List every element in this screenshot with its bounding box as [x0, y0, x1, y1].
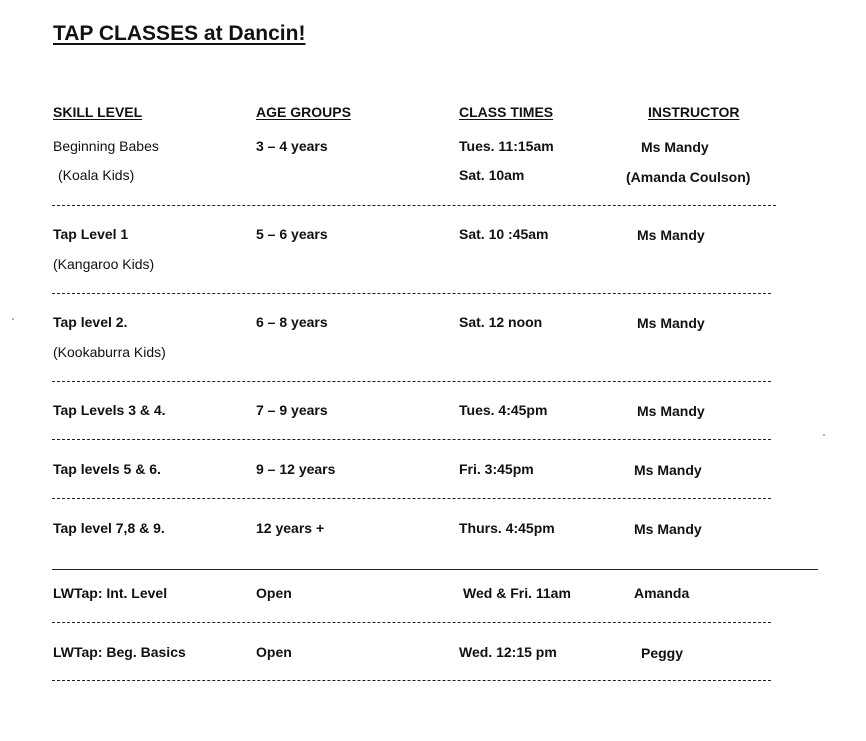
row-divider	[52, 498, 771, 499]
row-time: Sat. 12 noon	[459, 314, 543, 330]
scan-speck	[823, 434, 825, 436]
row-age: 9 – 12 years	[256, 461, 336, 477]
page-title: TAP CLASSES at Dancin!	[53, 22, 306, 45]
row-instructor: Ms Mandy	[634, 462, 702, 478]
row-skill: Tap level 2.	[53, 314, 128, 330]
row-time: Fri. 3:45pm	[459, 461, 534, 477]
row-time: Tues. 11:15am	[459, 138, 554, 154]
row-instructor: Amanda	[634, 585, 690, 601]
row-divider	[52, 293, 771, 294]
header-instructor: INSTRUCTOR	[648, 104, 740, 120]
row-time: Wed. 12:15 pm	[459, 644, 557, 660]
row-divider	[52, 680, 771, 681]
row-divider	[52, 439, 771, 440]
row-age: Open	[256, 644, 292, 660]
row-skill-sub: (Koala Kids)	[58, 167, 135, 183]
row-time: Thurs. 4:45pm	[459, 520, 555, 536]
section-divider	[52, 569, 818, 570]
row-instructor: Ms Mandy	[634, 521, 702, 537]
row-instructor-secondary: (Amanda Coulson)	[626, 169, 751, 185]
row-age: 6 – 8 years	[256, 314, 328, 330]
row-age: Open	[256, 585, 292, 601]
row-time: Sat. 10 :45am	[459, 226, 549, 242]
row-instructor: Ms Mandy	[637, 227, 705, 243]
row-time: Tues. 4:45pm	[459, 402, 548, 418]
row-age: 5 – 6 years	[256, 226, 328, 242]
row-skill: Tap Levels 3 & 4.	[53, 402, 166, 418]
row-age: 3 – 4 years	[256, 138, 328, 154]
row-divider	[52, 381, 771, 382]
scan-speck	[12, 318, 14, 320]
row-skill: LWTap: Int. Level	[53, 585, 168, 601]
row-age: 7 – 9 years	[256, 402, 328, 418]
row-skill-sub: (Kangaroo Kids)	[53, 256, 155, 272]
row-divider	[52, 205, 776, 206]
row-skill: Tap level 7,8 & 9.	[53, 520, 165, 536]
row-divider	[52, 622, 771, 623]
header-skill-level: SKILL LEVEL	[53, 104, 143, 120]
row-time-secondary: Sat. 10am	[459, 167, 525, 183]
row-skill: LWTap: Beg. Basics	[53, 644, 186, 660]
row-skill: Tap levels 5 & 6.	[53, 461, 161, 477]
row-skill: Tap Level 1	[53, 226, 129, 242]
header-class-times: CLASS TIMES	[459, 104, 554, 120]
header-age-groups: AGE GROUPS	[256, 104, 351, 120]
row-instructor: Peggy	[641, 645, 684, 661]
row-skill-sub: (Kookaburra Kids)	[53, 344, 166, 360]
row-instructor: Ms Mandy	[637, 403, 705, 419]
row-skill: Beginning Babes	[53, 138, 159, 154]
row-instructor: Ms Mandy	[641, 139, 709, 155]
row-time: Wed & Fri. 11am	[463, 585, 571, 601]
row-instructor: Ms Mandy	[637, 315, 705, 331]
row-age: 12 years +	[256, 520, 325, 536]
